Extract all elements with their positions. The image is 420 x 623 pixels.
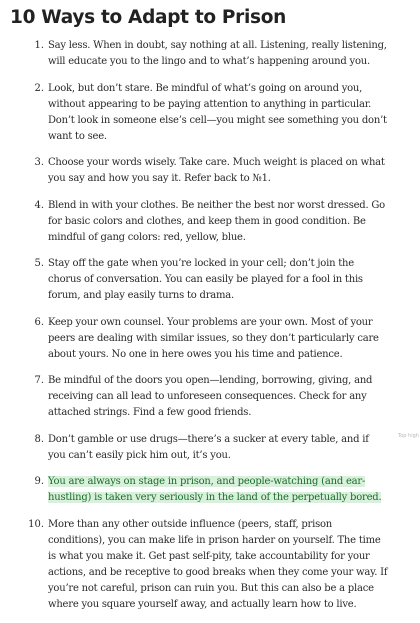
- item-text-container: [48, 474, 388, 506]
- list-item: [0, 432, 420, 464]
- list-item: [0, 81, 420, 145]
- list-item: [0, 198, 420, 246]
- item-text[interactable]: Don’t gamble or use drugs—there’s a sucker at every table, and if you can’t easily pick him out, it’s you.: [48, 433, 369, 461]
- item-number: 5.: [34, 258, 44, 269]
- list-item: [0, 373, 420, 421]
- list-item: [0, 155, 420, 187]
- item-number: 8.: [34, 433, 44, 445]
- item-number: 4.: [34, 199, 44, 211]
- top-highlight-label: Top high: [398, 433, 419, 439]
- item-text[interactable]: Stay off the gate when you’re locked in your cell; don’t join the chorus of conversation. You can easily be played for a fool in this forum, and play easily turns to drama.: [48, 258, 363, 301]
- list-item: [0, 517, 420, 613]
- highlighted-text[interactable]: You are always on stage in prison, and people-watching (and ear-hustling) is taken very seriously in the land of the perpetually bored.: [48, 476, 382, 503]
- item-text[interactable]: Say less. When in doubt, say nothing at all. Listening, really listening, will educate you to the lingo and to what’s happening around you.: [48, 40, 387, 67]
- list-item: [0, 315, 420, 363]
- list-item-highlighted: [0, 474, 420, 506]
- item-number: 7.: [34, 375, 44, 386]
- item-text[interactable]: Keep your own counsel. Your problems are your own. Most of your peers are dealing with similar issues, so they don’t particularly care about yours. No one in here owes you his time and patience.: [48, 316, 379, 360]
- item-number: 2.: [34, 82, 44, 94]
- item-text[interactable]: Blend in with your clothes. Be neither the best nor worst dressed. Go for basic colors and clothes, and keep them in good condition. Be mindful of gang colors: red, yellow, blue.: [48, 199, 385, 243]
- item-text[interactable]: More than any other outside influence (peers, staff, prison conditions), you can make life in prison harder on yourself. The time is what you make it. Get past self-pity, take accountability for your actions, and be receptive to good breaks when they come your way. If you’re not careful, prison can ruin you. But this can also be a place where you square yourself away, and actually learn how to live.: [48, 518, 388, 610]
- list-item: [0, 38, 420, 70]
- item-text[interactable]: Look, but don’t stare. Be mindful of what’s going on around you, without appearing to be paying attention to anything in particular. Don’t look in someone else’s cell—you might see something you don’t want to see.: [48, 82, 387, 142]
- tips-list: [0, 38, 420, 623]
- item-number: 10.: [28, 518, 44, 530]
- item-number: 9.: [34, 476, 44, 487]
- item-number: 1.: [34, 40, 44, 51]
- item-number: 6.: [34, 316, 44, 328]
- page-title: 10 Ways to Adapt to Prison: [10, 7, 287, 28]
- item-text[interactable]: Be mindful of the doors you open—lending, borrowing, giving, and receiving can all lead to unforeseen consequences. Check for any attached strings. Find a few good friends.: [48, 375, 373, 418]
- item-number: 3.: [34, 157, 44, 168]
- list-item: [0, 256, 420, 304]
- item-text[interactable]: Choose your words wisely. Take care. Much weight is placed on what you say and how you say it. Refer back to №1.: [48, 157, 385, 184]
